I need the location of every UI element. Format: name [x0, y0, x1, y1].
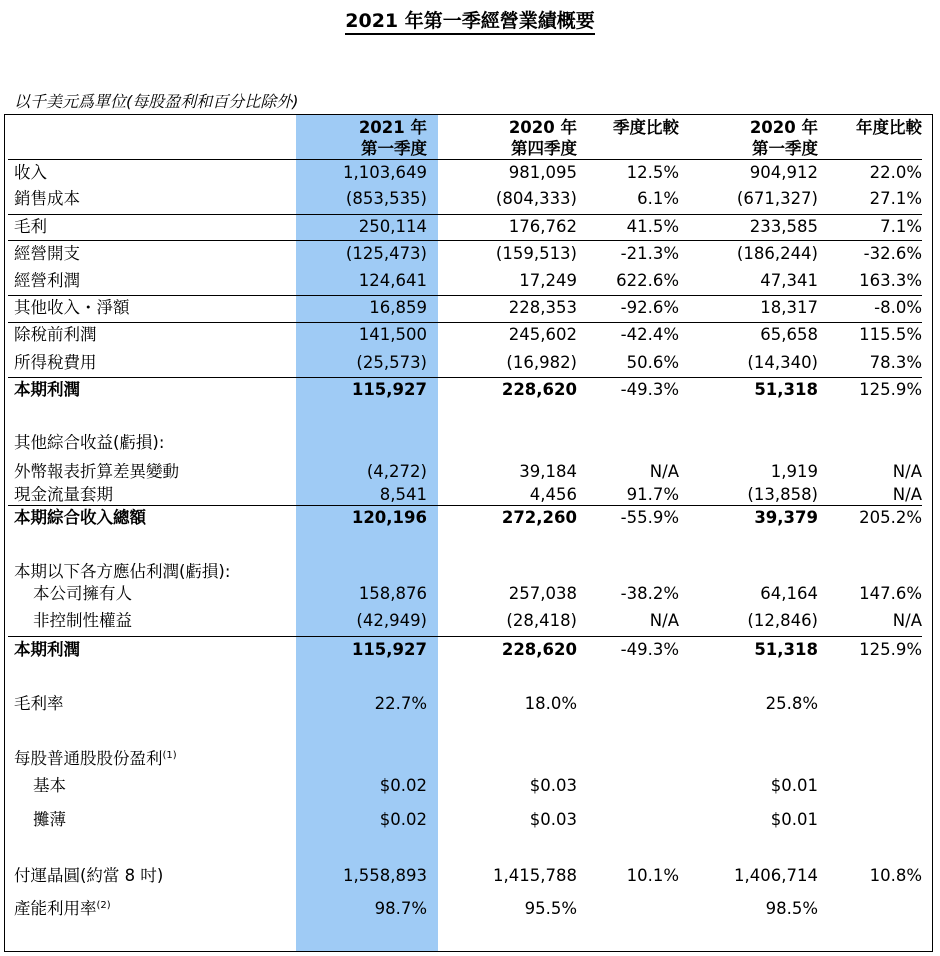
row-label	[14, 244, 80, 263]
table-cell: (125,473)	[345, 244, 427, 263]
row-label-text: 本期以下各方應佔利潤(虧損):	[14, 562, 231, 581]
table-cell: $0.02	[379, 810, 427, 829]
row-label-text: 本期綜合收入總額	[14, 508, 146, 527]
table-cell: (16,982)	[506, 353, 577, 372]
column-header-line2: 第四季度	[511, 139, 577, 158]
column-header-0	[287, 117, 427, 159]
table-cell: 4,456	[529, 485, 577, 504]
row-label	[14, 325, 97, 344]
table-cell: 18,317	[760, 298, 818, 317]
table-cell: 1,558,893	[343, 866, 427, 885]
table-cell: 22.0%	[869, 163, 922, 182]
row-label	[14, 271, 80, 290]
row-label	[14, 749, 177, 768]
unit-note: 以千美元爲單位(每股盈利和百分比除外)	[14, 92, 299, 111]
table-cell: 10.8%	[869, 866, 922, 885]
table-cell: -92.6%	[620, 298, 679, 317]
column-header-line1: 2021 年	[358, 118, 427, 137]
rule-line	[8, 322, 922, 323]
table-cell: (186,244)	[736, 244, 818, 263]
table-cell: 51,318	[754, 640, 818, 659]
table-cell: 12.5%	[626, 163, 679, 182]
table-cell: -55.9%	[620, 508, 679, 527]
table-cell: 8,541	[379, 485, 427, 504]
rule-line	[8, 240, 922, 241]
table-cell: 1,406,714	[734, 866, 818, 885]
row-label-text: 攤薄	[33, 810, 66, 829]
table-cell: 250,114	[358, 217, 427, 236]
table-cell: (4,272)	[366, 462, 427, 481]
table-cell: 27.1%	[869, 189, 922, 208]
row-label	[14, 433, 164, 452]
rule-line	[8, 636, 922, 637]
row-label	[14, 694, 64, 713]
table-cell: 245,602	[508, 325, 577, 344]
row-label-text: 本公司擁有人	[33, 584, 132, 603]
row-label-text: 本期利潤	[14, 380, 80, 399]
rule-line	[8, 159, 922, 160]
column-header-line1: 年度比較	[856, 118, 922, 137]
table-cell: 115.5%	[859, 325, 922, 344]
table-cell: 64,164	[760, 584, 818, 603]
table-cell: 98.7%	[374, 899, 427, 918]
table-cell: 47,341	[760, 271, 818, 290]
table-cell: 1,919	[770, 462, 818, 481]
table-cell: 17,249	[519, 271, 577, 290]
table-cell: -38.2%	[620, 584, 679, 603]
row-label-text: 每股普通股股份盈利	[14, 749, 163, 768]
column-header-line2: 第一季度	[361, 139, 427, 158]
table-cell: 272,260	[501, 508, 577, 527]
table-cell: 91.7%	[626, 485, 679, 504]
table-cell: 115,927	[351, 380, 427, 399]
table-cell: 125.9%	[859, 640, 922, 659]
row-label	[14, 899, 111, 918]
table-cell: $0.01	[770, 776, 818, 795]
table-cell: (671,327)	[736, 189, 818, 208]
row-label	[33, 611, 132, 630]
table-cell: 25.8%	[765, 694, 818, 713]
table-cell: -32.6%	[863, 244, 922, 263]
row-label	[14, 866, 163, 885]
table-cell: 158,876	[358, 584, 427, 603]
table-cell: 176,762	[508, 217, 577, 236]
table-cell: 95.5%	[524, 899, 577, 918]
table-cell: 51,318	[754, 380, 818, 399]
row-label	[14, 298, 130, 317]
footnote-marker: (1)	[162, 750, 177, 761]
row-label	[14, 562, 230, 581]
row-label-text: 其他收入・淨額	[14, 298, 130, 317]
table-cell: 141,500	[358, 325, 427, 344]
column-header-2	[579, 117, 679, 138]
row-label	[33, 584, 132, 603]
table-cell: 622.6%	[616, 271, 679, 290]
table-cell: 125.9%	[859, 380, 922, 399]
table-cell: (804,333)	[495, 189, 577, 208]
table-cell: 16,859	[369, 298, 427, 317]
row-label-text: 經營開支	[14, 244, 80, 263]
table-cell: (42,949)	[356, 611, 427, 630]
row-label-text: 付運晶圓(約當 8 吋)	[14, 866, 164, 885]
table-cell: (14,340)	[747, 353, 818, 372]
row-label-text: 銷售成本	[14, 189, 80, 208]
table-cell: 98.5%	[765, 899, 818, 918]
table-cell: $0.02	[379, 776, 427, 795]
table-cell: -49.3%	[620, 640, 679, 659]
table-cell: $0.03	[529, 776, 577, 795]
table-cell: 1,415,788	[493, 866, 577, 885]
table-cell: 257,038	[508, 584, 577, 603]
row-label	[14, 217, 47, 236]
row-label	[14, 462, 179, 481]
rule-line	[8, 214, 922, 215]
table-cell: 39,379	[754, 508, 818, 527]
row-label	[14, 163, 47, 182]
table-cell: 7.1%	[880, 217, 922, 236]
table-cell: 10.1%	[626, 866, 679, 885]
row-label-text: 所得稅費用	[14, 353, 97, 372]
table-cell: (12,846)	[747, 611, 818, 630]
table-cell: 65,658	[760, 325, 818, 344]
rule-line	[8, 505, 922, 506]
table-cell: 981,095	[508, 163, 577, 182]
row-label	[14, 508, 146, 527]
row-label	[14, 640, 80, 659]
row-label-text: 基本	[33, 776, 66, 795]
row-label-text: 其他綜合收益(虧損):	[14, 433, 165, 452]
row-label-text: 非控制性權益	[33, 611, 132, 630]
table-cell: 115,927	[351, 640, 427, 659]
table-cell: 163.3%	[859, 271, 922, 290]
table-cell: -8.0%	[874, 298, 922, 317]
table-cell: 39,184	[519, 462, 577, 481]
column-header-3	[678, 117, 818, 159]
table-cell: 41.5%	[626, 217, 679, 236]
row-label-text: 本期利潤	[14, 640, 80, 659]
rule-line	[8, 295, 922, 296]
row-label-text: 外幣報表折算差異變動	[14, 462, 179, 481]
table-cell: (28,418)	[506, 611, 577, 630]
table-cell: 147.6%	[859, 584, 922, 603]
table-cell: -21.3%	[620, 244, 679, 263]
row-label-text: 經營利潤	[14, 271, 80, 290]
table-cell: 228,353	[508, 298, 577, 317]
row-label-text: 毛利	[14, 217, 47, 236]
table-cell: $0.01	[770, 810, 818, 829]
table-cell: (159,513)	[495, 244, 577, 263]
row-label	[14, 485, 113, 504]
table-cell: (13,858)	[747, 485, 818, 504]
row-label-text: 產能利用率	[14, 899, 97, 918]
table-cell: (853,535)	[345, 189, 427, 208]
row-label-text: 毛利率	[14, 694, 64, 713]
table-cell: N/A	[892, 611, 922, 630]
table-cell: 228,620	[501, 640, 577, 659]
row-label-text: 收入	[14, 163, 47, 182]
table-cell: 233,585	[749, 217, 818, 236]
column-header-line2: 第一季度	[752, 139, 818, 158]
table-cell: N/A	[892, 485, 922, 504]
column-header-1	[437, 117, 577, 159]
table-cell: -42.4%	[620, 325, 679, 344]
column-header-line1: 2020 年	[508, 118, 577, 137]
column-header-line1: 季度比較	[613, 118, 679, 137]
rule-line	[8, 377, 922, 378]
table-cell: -49.3%	[620, 380, 679, 399]
table-cell: 6.1%	[637, 189, 679, 208]
column-header-4	[822, 117, 922, 138]
row-label	[33, 776, 66, 795]
table-cell: N/A	[649, 462, 679, 481]
table-cell: 205.2%	[859, 508, 922, 527]
table-cell: 1,103,649	[343, 163, 427, 182]
row-label-text: 現金流量套期	[14, 485, 113, 504]
table-cell: N/A	[649, 611, 679, 630]
table-cell: 18.0%	[524, 694, 577, 713]
table-cell: 228,620	[501, 380, 577, 399]
table-cell: 120,196	[351, 508, 427, 527]
row-label	[14, 189, 80, 208]
table-cell: 124,641	[358, 271, 427, 290]
table-cell: N/A	[892, 462, 922, 481]
table-cell: 78.3%	[869, 353, 922, 372]
row-label	[33, 810, 66, 829]
table-cell: 904,912	[749, 163, 818, 182]
row-label	[14, 353, 97, 372]
footnote-marker: (2)	[96, 900, 111, 911]
page-title: 2021 年第一季經營業績概要	[0, 6, 940, 33]
table-cell: (25,573)	[356, 353, 427, 372]
table-cell: $0.03	[529, 810, 577, 829]
table-cell: 22.7%	[374, 694, 427, 713]
row-label	[14, 380, 80, 399]
table-cell: 50.6%	[626, 353, 679, 372]
column-header-line1: 2020 年	[749, 118, 818, 137]
row-label-text: 除稅前利潤	[14, 325, 97, 344]
